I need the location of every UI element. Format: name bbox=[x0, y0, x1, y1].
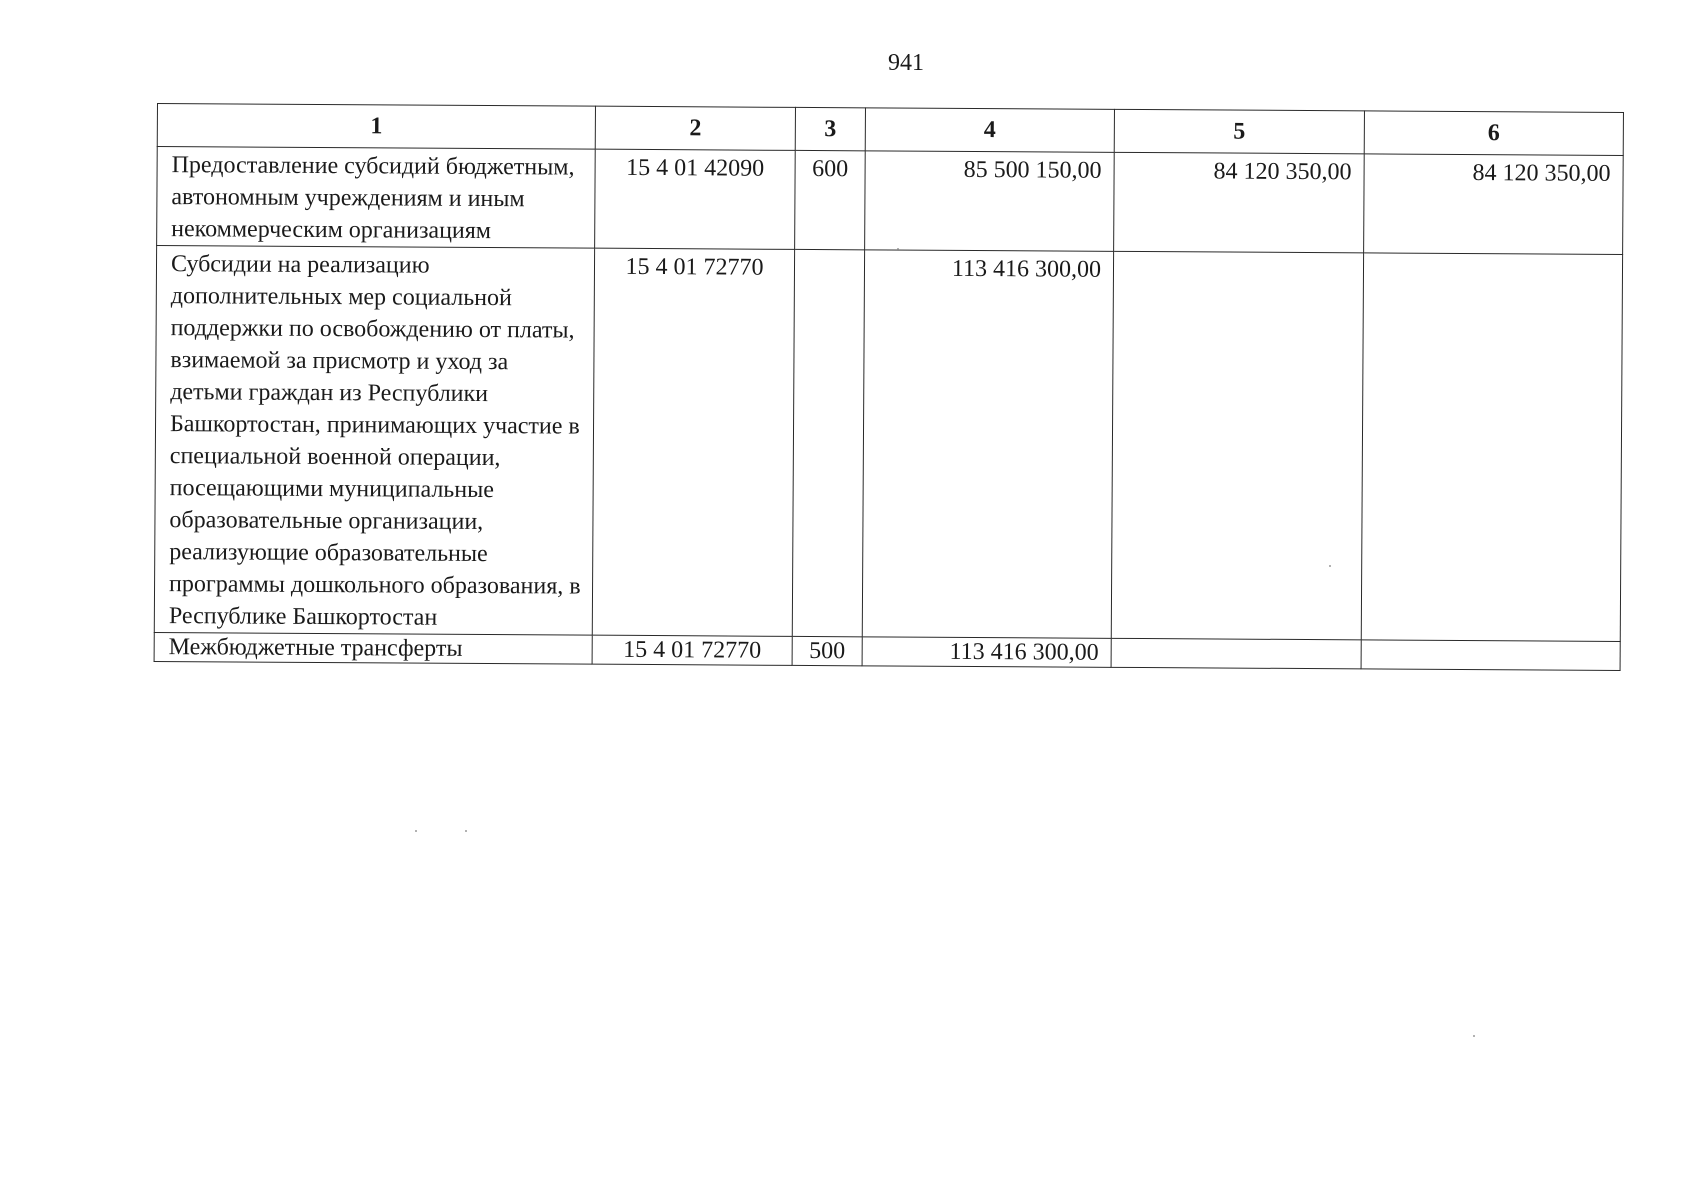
row-amount-col6 bbox=[1361, 253, 1622, 642]
row-expense-type: 600 bbox=[795, 150, 866, 249]
column-header-1: 1 bbox=[157, 104, 595, 150]
row-expense-type bbox=[792, 249, 864, 636]
table-row bbox=[154, 246, 1622, 642]
row-target-code: 15 4 01 72770 bbox=[592, 248, 794, 636]
column-header-3: 3 bbox=[795, 107, 865, 150]
budget-table bbox=[154, 103, 1624, 671]
row-description: Межбюджетные трансферты bbox=[154, 632, 592, 664]
column-header-2: 2 bbox=[595, 106, 795, 150]
row-target-code: 15 4 01 42090 bbox=[595, 149, 796, 249]
row-amount-col6: 84 120 350,00 bbox=[1364, 154, 1624, 255]
row-description: Предоставление субсидий бюджетным, автономным учреждениям и иным некоммерческим организациям bbox=[157, 147, 596, 249]
row-amount-col4: 113 416 300,00 bbox=[862, 250, 1113, 639]
scan-speck bbox=[415, 830, 417, 832]
column-header-5: 5 bbox=[1114, 109, 1364, 154]
column-header-4: 4 bbox=[865, 108, 1114, 153]
row-amount-col5 bbox=[1111, 638, 1361, 669]
page-number: 941 bbox=[888, 50, 924, 76]
scan-speck bbox=[897, 248, 899, 250]
row-expense-type: 500 bbox=[792, 636, 862, 665]
scan-speck bbox=[465, 830, 467, 832]
scan-speck bbox=[1473, 1035, 1475, 1037]
row-amount-col5 bbox=[1111, 251, 1363, 640]
scan-speck bbox=[1329, 565, 1331, 567]
row-amount-col6 bbox=[1361, 640, 1620, 671]
row-amount-col5: 84 120 350,00 bbox=[1114, 152, 1365, 253]
row-amount-col4: 113 416 300,00 bbox=[862, 637, 1111, 668]
row-description: Субсидии на реализацию дополнительных мер социальной поддержки по освобождению от платы, взимаемой за присмотр и уход за детьми граждан из Республики Башкортостан, принимающих участие в специальной военной операции, посещающими муниципальные образовательные организации, реализующие образовательные программы дошкольного образования, в Республике Башкортостан bbox=[154, 246, 594, 636]
table-row bbox=[157, 147, 1624, 255]
row-target-code: 15 4 01 72770 bbox=[592, 635, 792, 665]
row-amount-col4: 85 500 150,00 bbox=[865, 151, 1115, 252]
column-header-6: 6 bbox=[1364, 111, 1623, 156]
